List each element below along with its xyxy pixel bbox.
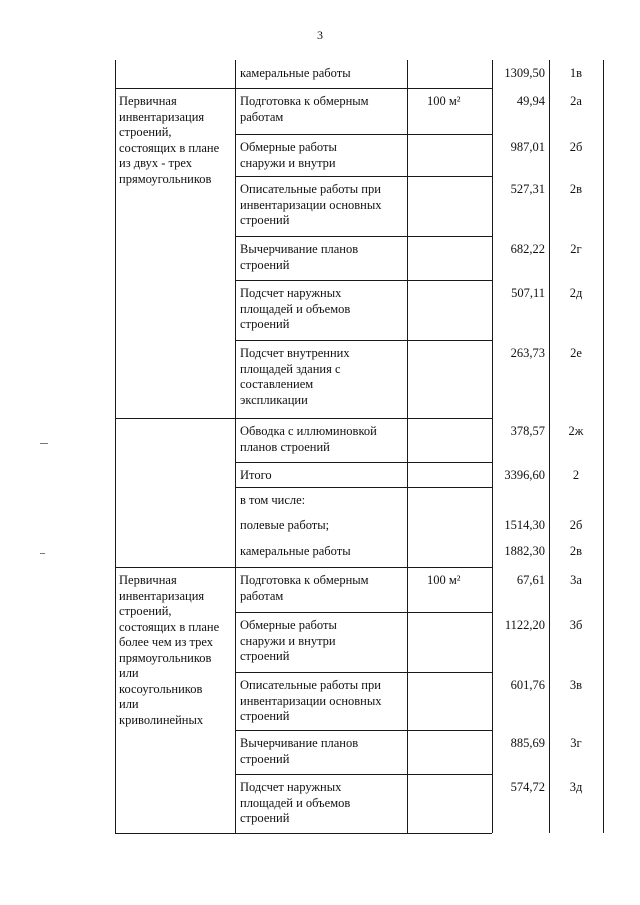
table-border-left (115, 60, 116, 833)
code-cell: 3в (569, 678, 583, 692)
page-number: 3 (317, 28, 323, 42)
row-rule (235, 134, 492, 135)
work-name-line: работам (240, 109, 284, 124)
group-title-line: состоящих в плане (119, 619, 220, 634)
row-rule (235, 236, 492, 237)
group-title-line: состоящих в плане (119, 140, 220, 155)
row-rule (235, 88, 492, 89)
code-cell: 3г (570, 736, 582, 750)
work-name-line: строений (240, 257, 290, 272)
group-title-line: или (119, 666, 139, 680)
price-cell: 885,69 (510, 736, 545, 750)
code-cell: 2 (572, 468, 580, 482)
group-title-line: или (119, 697, 139, 711)
price-cell: 378,57 (510, 424, 545, 438)
table-border-right (603, 60, 604, 833)
group-title-line: Первичная (119, 94, 177, 108)
group-title-line: инвентаризация (119, 109, 205, 124)
code-cell: 2ж (568, 424, 584, 438)
code-cell: 2б (569, 518, 583, 532)
price-cell: 507,11 (511, 286, 545, 300)
price-cell: 67,61 (516, 573, 545, 587)
code-cell: 2в (569, 544, 583, 558)
work-name-line: Обмерные работы (240, 618, 337, 632)
row-rule (235, 612, 492, 613)
group-title-line: строений, (119, 604, 172, 618)
work-name-line: площадей здания с (240, 361, 341, 376)
work-name-line: инвентаризации основных (240, 197, 382, 212)
code-cell: 1в (569, 66, 583, 80)
code-cell: 3а (570, 573, 582, 587)
code-cell: 2д (569, 286, 583, 300)
code-cell: 2г (570, 242, 582, 256)
price-cell: 574,72 (510, 780, 545, 794)
work-name-line: в том числе: (240, 493, 306, 507)
group-title-line: более чем из трех (119, 635, 214, 649)
scan-mark (40, 553, 45, 554)
group-title-line: инвентаризация (119, 588, 205, 603)
work-name-line: Подготовка к обмерным (240, 94, 369, 108)
row-rule (235, 730, 492, 731)
row-rule (235, 462, 492, 463)
group-title-line: криволинейных (119, 712, 204, 727)
row-rule (235, 176, 492, 177)
work-name-line: инвентаризации основных (240, 693, 382, 708)
code-cell: 3д (569, 780, 583, 794)
work-name-line: Подсчет внутренних (240, 346, 350, 360)
row-rule (235, 487, 492, 488)
work-name-line: составлением (240, 377, 314, 391)
table-bottom-rule (115, 833, 492, 834)
work-name-line: строений (240, 709, 290, 723)
price-cell: 3396,60 (504, 468, 545, 482)
row-rule (235, 672, 492, 673)
work-name-line: работам (240, 588, 284, 603)
column-rule (492, 60, 493, 833)
price-cell: 49,94 (516, 94, 545, 108)
work-name-line: Описательные работы при (240, 678, 381, 692)
work-name-line: Вычерчивание планов (240, 242, 359, 256)
work-name-line: камеральные работы (240, 544, 351, 558)
work-name-line: снаружи и внутри (240, 155, 336, 170)
code-cell: 2б (569, 140, 583, 154)
price-cell: 1514,30 (504, 518, 545, 532)
group-title-line: Первичная (119, 573, 177, 587)
code-cell: 3б (569, 618, 583, 632)
work-name-line: экспликации (240, 392, 308, 407)
group-title-line: строений, (119, 125, 172, 139)
price-cell: 263,73 (510, 346, 545, 360)
work-name-line: Подсчет наружных (240, 286, 342, 300)
price-cell: 1122,20 (504, 618, 545, 632)
group-rule (115, 88, 235, 89)
work-name-line: строений (240, 751, 290, 766)
work-name-line: снаружи и внутри (240, 633, 336, 648)
group-title-line: прямоугольников (119, 171, 212, 186)
code-cell: 2а (570, 94, 582, 108)
work-name-line: Подсчет наружных (240, 780, 342, 794)
column-rule (549, 60, 550, 833)
group-rule (115, 418, 235, 419)
work-name-line: строений (240, 213, 290, 227)
work-name-line: Подготовка к обмерным (240, 573, 369, 587)
group-title-line: косоугольников (119, 681, 203, 696)
row-rule (235, 774, 492, 775)
price-cell: 527,31 (510, 182, 545, 196)
scan-mark (40, 443, 48, 444)
work-name-line: полевые работы; (240, 518, 330, 532)
price-cell: 682,22 (510, 242, 545, 256)
work-name-line: Описательные работы при (240, 182, 381, 196)
row-rule (235, 280, 492, 281)
row-rule (235, 418, 492, 419)
price-cell: 1882,30 (504, 544, 545, 558)
price-cell: 987,01 (510, 140, 545, 154)
work-name-line: строений (240, 811, 290, 825)
work-name-line: Итого (240, 468, 272, 482)
group-title-line: прямоугольников (119, 650, 212, 665)
group-title-line: из двух - трех (119, 156, 192, 170)
code-cell: 2в (569, 182, 583, 196)
price-cell: 1309,50 (504, 66, 545, 80)
group-rule (115, 567, 235, 568)
code-cell: 2е (570, 346, 582, 360)
work-name-line: строений (240, 649, 290, 663)
work-name-line: строений (240, 317, 290, 331)
row-rule (235, 340, 492, 341)
row-rule (235, 567, 492, 568)
work-name-line: площадей и объемов (240, 795, 351, 810)
unit-cell: 100 м² (427, 94, 461, 108)
work-name-line: планов строений (240, 439, 330, 454)
work-name-line: площадей и объемов (240, 301, 351, 316)
work-name-line: Вычерчивание планов (240, 736, 359, 750)
unit-cell: 100 м² (427, 573, 461, 587)
work-name-line: Обмерные работы (240, 140, 337, 154)
work-name-line: Обводка с иллюминовкой (240, 424, 377, 438)
price-cell: 601,76 (510, 678, 545, 692)
work-name-line: камеральные работы (240, 66, 351, 80)
